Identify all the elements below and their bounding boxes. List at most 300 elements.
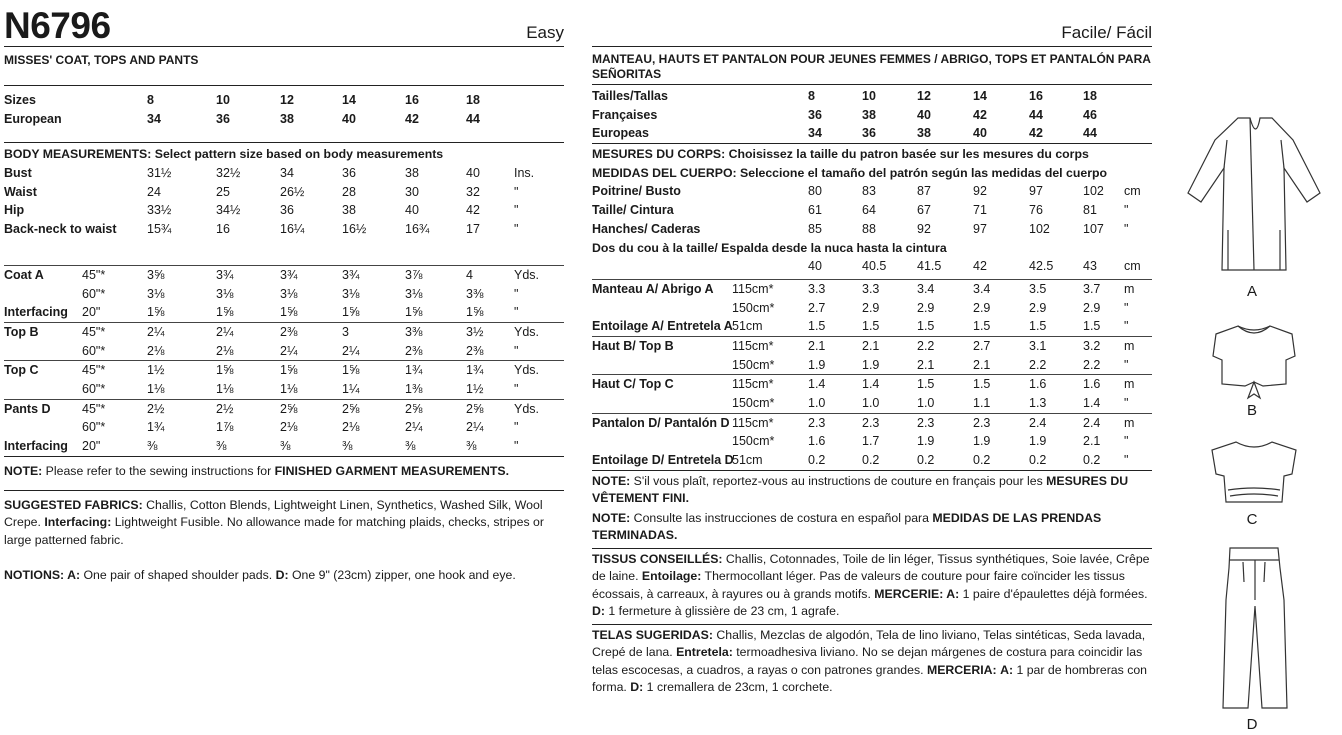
size-value: 1.5 [1083,319,1101,334]
size-value: 0.2 [917,453,935,468]
size-value: 42.5 [1029,259,1054,274]
unit-label: " [514,420,519,435]
size-value: 3⅞ [405,267,423,282]
difficulty-level: Easy [526,23,564,42]
back-neck-row [592,257,1152,276]
fabric-width: 150cm* [732,357,775,372]
fabric-width: 115cm* [732,281,774,296]
size-value: 40 [808,259,822,274]
size-value: 0.2 [1083,453,1101,468]
size-value: 3.2 [1083,338,1101,353]
body-row [4,183,564,202]
size-value: 0.2 [862,453,880,468]
size-value: 2⅜ [280,324,298,339]
francaises-row [592,106,1152,125]
size-value: 3.4 [917,281,935,296]
size-value: 40.5 [862,259,887,274]
yardage-row-fr-es [592,337,1152,356]
size-value: 2¼ [466,420,484,435]
pants-d-drawing [1168,540,1342,710]
yardage-row-fr-es [592,356,1152,375]
top-c-drawing [1168,430,1342,510]
unit-label: " [1124,203,1129,218]
unit-label: " [1124,357,1129,372]
size-value: 42 [1029,126,1043,141]
size-value: 2.1 [973,357,991,372]
size-value: 30 [405,184,419,199]
size-value: 64 [862,203,876,218]
fabric-width: 115cm* [732,377,774,392]
yardage-row [4,361,564,380]
row-label: Europeas [592,126,649,141]
size-value: 85 [808,221,822,236]
unit-label: Yds. [514,267,540,282]
size-value: 16 [405,93,419,107]
size-value: 2¼ [405,420,423,435]
row-label: Bust [4,166,32,181]
size-value: 3.4 [973,281,991,296]
body-measurements [4,142,564,238]
note: NOTE: Please refer to the sewing instructions for FINISHED GARMENT MEASUREMENTS. [4,456,564,490]
size-value: 1.0 [862,396,880,410]
fabric-width: 45"* [82,363,106,378]
row-label: Tailles/Tallas [592,89,668,103]
yardage-row [4,380,564,399]
size-value: 1.6 [1029,377,1047,392]
unit-label: m [1124,415,1135,430]
size-value: 2⅛ [280,420,298,435]
size-value: 42 [466,203,480,218]
row-label: Interfacing [4,439,68,453]
body-row [4,220,564,239]
size-value: 2.9 [917,300,935,315]
size-value: 1⅝ [342,305,360,320]
size-value: 61 [808,203,822,218]
tissus-conseilles: TISSUS CONSEILLÉS: Challis, Cotonnades, Toile de lin léger, Tissus synthétiques, Soie lavée, Crêpe de laine. Entoilage: Thermocollant léger. Pas de valeurs de couture pour faire coïncider les tissus écossais, à carreaux, à rayures ou à grands motifs. MERCERIE: A: 1 paire d'épaulettes déjà formées. D: 1 fermeture à glissière de 23 cm, 1 agrafe. [592,548,1152,621]
size-value: 32½ [216,166,241,181]
fabric-width: 115cm* [732,338,774,353]
size-value: 2¼ [216,324,234,339]
size-value: 80 [808,184,822,199]
size-value: 3⅛ [280,286,298,301]
figure-label-c: C [1246,511,1258,528]
back-neck-heading: Dos du cou à la taille/ Espalda desde la nuca hasta la cintura [592,240,947,255]
row-label: Hip [4,203,25,218]
size-value: 92 [917,221,931,236]
body-heading-es: MEDIDAS DEL CUERPO: Seleccione el tamaño del patrón según las medidas del cuerpo [592,165,1107,180]
size-value: 1.9 [808,357,826,372]
size-value: 2½ [147,401,165,416]
unit-label: " [1124,396,1129,410]
size-value: 83 [862,184,876,199]
size-value: 1.5 [973,377,991,392]
figure-label-d: D [1246,716,1258,733]
fabric-width: 150cm* [732,434,775,449]
size-value: 42 [973,107,987,122]
size-value: 1.0 [808,396,826,410]
body-row [4,164,564,183]
size-value: 36 [216,111,230,126]
size-value: 2½ [216,401,234,416]
size-value: 38 [280,111,294,126]
size-value: 2.9 [1083,300,1101,315]
size-value: 1⅝ [405,305,423,320]
suggested-fabrics: SUGGESTED FABRICS: Challis, Cotton Blends, Lightweight Linen, Synthetics, Washed Silk, Wool Crepe. Interfacing: Lightweight Fusible. No allowance made for matching plaids, checks, stripes or large patterned fabric. [4,490,564,550]
size-value: 92 [973,184,987,199]
size-value: 1.7 [862,434,880,449]
size-value: 2.2 [917,338,935,353]
size-value: 44 [466,111,480,126]
size-value: 16½ [342,222,367,237]
size-value: 16¾ [405,222,430,237]
unit-label: " [514,222,519,237]
header [4,0,564,47]
size-value: 1.5 [917,319,935,334]
size-value: 3.3 [862,281,880,296]
size-value: 24 [147,184,161,199]
sizes-row [4,91,564,110]
size-value: 18 [1083,89,1097,103]
size-value: 12 [917,89,931,103]
size-value: 1½ [147,363,165,378]
yardage-group-fr-es [592,374,1152,412]
size-value: 1.4 [1083,396,1101,410]
size-value: 2.2 [1083,357,1101,372]
unit-label: " [514,286,519,301]
yardage-row [4,266,564,285]
size-value: 40 [342,111,356,126]
size-value: 2¼ [280,343,298,358]
yardage-group [4,360,564,398]
size-value: 1.1 [973,396,991,410]
row-label: Haut C/ Top C [592,377,674,392]
size-value: 88 [862,221,876,236]
difficulty-level-fr-es: Facile/ Fácil [1061,23,1152,42]
size-value: 0.2 [973,453,991,468]
unit-label: " [1124,319,1129,334]
size-value: 14 [342,93,356,107]
yardage-row [4,342,564,361]
size-value: 40 [917,107,931,122]
unit-label: Yds. [514,401,540,416]
yardage-row [4,303,564,322]
size-value: 2.9 [1029,300,1047,315]
size-value: 71 [973,203,987,218]
yardage-group [4,265,564,322]
size-value: 3⅝ [147,267,165,282]
yardage-group-fr-es [592,413,1152,470]
size-value: 3.5 [1029,281,1047,296]
size-value: 2.3 [917,415,935,430]
yardage-row-fr-es [592,280,1152,299]
row-label: Haut B/ Top B [592,338,674,353]
size-value: 15¾ [147,222,172,237]
size-value: 2⅜ [466,343,484,358]
size-value: 1⅛ [280,381,298,396]
unit-label: " [514,343,519,358]
fabric-width: 60"* [82,381,106,396]
size-value: 2.1 [917,357,935,372]
size-value: 2⅝ [342,401,360,416]
fabric-width: 51cm [732,319,763,334]
size-value: 43 [1083,259,1097,274]
top-b-drawing [1168,320,1342,410]
row-label: Top B [4,324,39,339]
size-value: 2⅝ [466,401,484,416]
size-value: 1.6 [1083,377,1101,392]
size-table [4,85,564,128]
size-value: 1⅝ [342,363,360,378]
pattern-title-fr-es: MANTEAU, HAUTS ET PANTALON POUR JEUNES FEMMES / ABRIGO, TOPS ET PANTALÓN PARA SEÑORITAS [592,52,1151,81]
fabric-width: 45"* [82,267,106,282]
coat-a-drawing [1168,0,1342,280]
size-value: 16¼ [280,222,305,237]
size-value: 1½ [466,381,484,396]
row-label: European [4,111,62,126]
size-value: 38 [342,203,356,218]
row-label: Poitrine/ Busto [592,184,681,199]
row-label: Hanches/ Caderas [592,221,701,236]
row-label: Entoilage D/ Entretela D [592,453,734,468]
size-value: 3⅛ [216,286,234,301]
unit-label: Yds. [514,324,540,339]
size-value: 1⅞ [216,420,234,435]
size-value: 36 [808,107,822,122]
size-value: 1.4 [808,377,826,392]
size-value: 44 [1029,107,1043,122]
unit-label: m [1124,281,1135,296]
size-value: 42 [405,111,419,126]
unit-label: " [514,439,519,453]
size-table-fr-es [592,84,1152,143]
fabric-width: 150cm* [732,300,775,315]
yardage-row-fr-es [592,414,1152,433]
unit-label: " [1124,453,1129,468]
size-value: 2.7 [973,338,991,353]
fabric-width: 45"* [82,401,106,416]
yardage-row [4,400,564,419]
size-value: 1.5 [1029,319,1047,334]
body-row-fr-es [592,220,1152,239]
size-value: 36 [342,166,356,181]
size-value: 36 [862,126,876,141]
yardage-row [4,437,564,456]
size-value: 41.5 [917,259,942,274]
body-measurements-heading: BODY MEASUREMENTS: Select pattern size based on body measurements [4,147,444,162]
size-value: 2.4 [1083,415,1101,430]
yardage-group [4,322,564,360]
size-value: 2⅝ [405,401,423,416]
yardage-row-fr-es [592,451,1152,470]
unit-label: Yds. [514,363,540,378]
size-value: 1.9 [973,434,991,449]
yardage-row [4,418,564,437]
size-value: 40 [405,203,419,218]
row-label: Manteau A/ Abrigo A [592,281,714,296]
size-value: 0.2 [1029,453,1047,468]
note-fr: NOTE: S'il vous plaît, reportez-vous au instructions de couture en français pour les MESURES DU VÊTEMENT FINI. [592,470,1152,508]
size-value: 32 [466,184,480,199]
size-value: 3.1 [1029,338,1047,353]
size-value: 1⅝ [216,363,234,378]
size-value: ⅜ [466,439,477,453]
size-value: 17 [466,222,480,237]
size-value: 12 [280,93,294,107]
size-value: 1⅛ [147,381,165,396]
size-value: 1.6 [808,434,826,449]
tailles-row [592,87,1152,106]
size-value: 34 [147,111,161,126]
yardage-group-fr-es [592,336,1152,374]
row-label: Pantalon D/ Pantalón D [592,415,730,430]
unit-label: " [1124,221,1129,236]
size-value: 18 [466,93,480,107]
size-value: 2.1 [1083,434,1101,449]
body-measurements-fr-es [592,143,1152,276]
size-value: 34 [280,166,294,181]
size-value: 3⅛ [147,286,165,301]
size-value: 1.9 [862,357,880,372]
size-value: 34 [808,126,822,141]
size-value: 31½ [147,166,172,181]
size-value: 40 [973,126,987,141]
size-value: 0.2 [808,453,826,468]
size-value: 1⅛ [216,381,234,396]
size-value: 1.9 [917,434,935,449]
yardage-row [4,285,564,304]
fabric-width: 51cm [732,453,763,468]
row-label: Entoilage A/ Entretela A [592,319,733,334]
fabric-width: 20" [82,305,101,320]
size-value: ⅜ [342,439,353,453]
size-value: 3⅜ [405,324,423,339]
size-value: 2.3 [973,415,991,430]
size-value: 67 [917,203,931,218]
size-value: 97 [973,221,987,236]
size-value: 2⅛ [147,343,165,358]
size-value: 2.3 [808,415,826,430]
size-value: 8 [808,89,815,103]
size-value: 40 [466,166,480,181]
size-value: 102 [1029,221,1050,236]
size-value: 3⅛ [342,286,360,301]
unit-label: m [1124,377,1135,392]
size-value: 2⅛ [216,343,234,358]
size-value: 3.3 [808,281,826,296]
size-value: 3¾ [216,267,234,282]
row-label: Coat A [4,267,44,282]
size-value: 44 [1083,126,1097,141]
europeas-row [592,124,1152,143]
yardage-row [4,323,564,342]
size-value: 2.9 [862,300,880,315]
size-value: 2.9 [973,300,991,315]
yardage-table [4,265,564,456]
body-row [4,201,564,220]
size-value: 2.1 [808,338,826,353]
size-value: 10 [862,89,876,103]
telas-sugeridas: TELAS SUGERIDAS: Challis, Mezclas de algodón, Tela de lino liviano, Telas sintéticas, Seda lavada, Crepé de lana. Entretela: termoadhesiva liviano. No se dejan márgenes de costura para coincidir las telas escocesas, a cuadros, a rayas o con patrones grandes. MERCERIA: A: 1 par de hombreras con forma. D: 1 cremallera de 23cm, 1 corchete. [592,624,1152,697]
size-value: 46 [1083,107,1097,122]
size-value: 33½ [147,203,172,218]
size-value: 8 [147,93,154,107]
row-label: Françaises [592,107,658,122]
size-value: 2.7 [808,300,826,315]
size-value: ⅜ [405,439,416,453]
size-value: 1⅜ [405,381,423,396]
size-value: 1.5 [808,319,826,334]
fabric-width: 150cm* [732,396,775,410]
size-value: 3¾ [280,267,298,282]
size-value: 3 [342,324,349,339]
unit-label: " [1124,300,1129,315]
size-value: 14 [973,89,987,103]
size-value: ⅜ [216,439,227,453]
size-value: 76 [1029,203,1043,218]
size-value: 25 [216,184,230,199]
size-value: 1¾ [147,420,165,435]
size-value: 28 [342,184,356,199]
pattern-title: MISSES' COAT, TOPS AND PANTS [4,53,199,67]
row-label: Taille/ Cintura [592,203,674,218]
body-heading-fr: MESURES DU CORPS: Choisissez la taille du patron basée sur les mesures du corps [592,147,1089,162]
size-value: 34½ [216,203,241,218]
fabric-width: 60"* [82,420,106,435]
size-value: 102 [1083,184,1104,199]
size-value: 2⅛ [342,420,360,435]
size-value: 1¼ [342,381,360,396]
yardage-group [4,399,564,456]
size-value: 1¾ [466,363,484,378]
size-value: 97 [1029,184,1043,199]
size-value: 2⅝ [280,401,298,416]
unit-label: " [514,203,519,218]
size-value: 38 [405,166,419,181]
garment-illustrations [1168,0,1342,735]
size-value: 2.2 [1029,357,1047,372]
size-value: 1⅝ [466,305,484,320]
size-value: 26½ [280,184,305,199]
body-row-fr-es [592,201,1152,220]
size-value: 3.7 [1083,281,1101,296]
size-value: 1.5 [862,319,880,334]
header-fr-es [592,0,1152,47]
size-value: 1¾ [405,363,423,378]
size-value: 36 [280,203,294,218]
size-value: 2¼ [342,343,360,358]
size-value: 2.3 [862,415,880,430]
size-value: 10 [216,93,230,107]
size-value: 1.9 [1029,434,1047,449]
size-value: 38 [917,126,931,141]
yardage-row-fr-es [592,432,1152,451]
yardage-row-fr-es [592,394,1152,413]
row-label: Back-neck to waist [4,222,117,237]
yardage-row-fr-es [592,299,1152,318]
size-value: 1.4 [862,377,880,392]
row-label: Waist [4,184,37,199]
unit-label: m [1124,338,1135,353]
row-label: Sizes [4,93,36,107]
unit-label: cm [1124,259,1141,274]
row-label: Top C [4,363,39,378]
size-value: 3⅜ [466,286,484,301]
size-value: 1.5 [917,377,935,392]
yardage-row-fr-es [592,375,1152,394]
yardage-group-fr-es [592,279,1152,336]
french-spanish-column [592,0,1152,697]
size-value: 38 [862,107,876,122]
